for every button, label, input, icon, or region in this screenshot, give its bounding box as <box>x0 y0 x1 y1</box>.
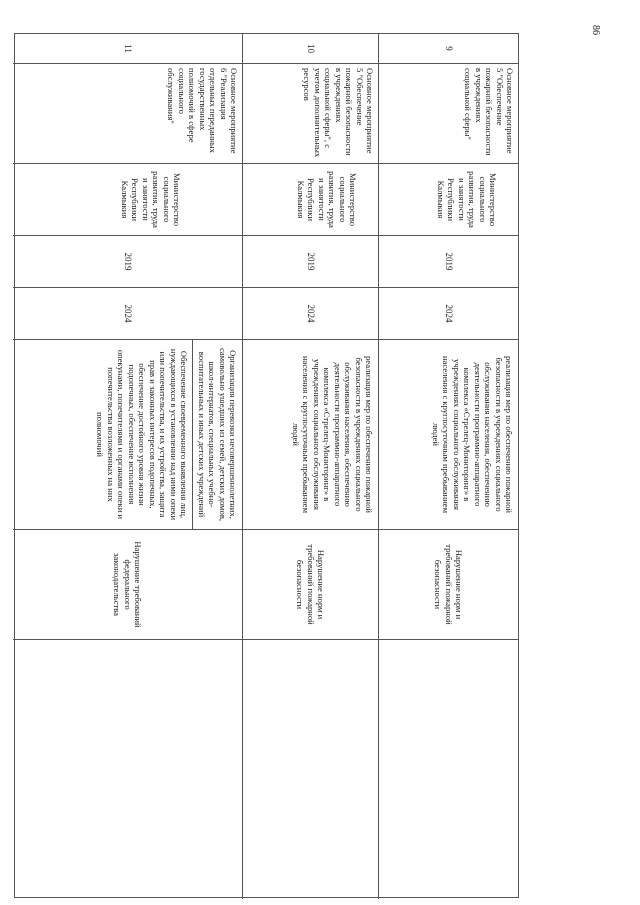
responsible-organization: Министерство социального развития, труда и занятости Республики Калмыкия <box>242 164 378 236</box>
event-name: Основное мероприятие 5 "Обеспечение пожарной безопасности в учреждениях социальной сферы", с учетом дополнительных ресурсов <box>242 64 378 164</box>
expected-result: реализация мер по обеспечению пожарной безопасности в учреждениях социального обслуживания населения, обеспечению деятельности программно-аппаратного комплекса «Стрелец-Мониторинг» в учреждениях социального обслуживания населения с круглосуточным пребыванием людей <box>378 340 518 530</box>
row-number: 10 <box>242 34 378 64</box>
responsible-organization: Министерство социального развития, труда и занятости Республики Калмыкия <box>378 164 518 236</box>
indicator-link <box>378 640 518 899</box>
expected-result-guardianship: Обеспечение своевременного выявления лиц, нуждающихся в установлении над ними опеки или попечительства, и их устройства, защита прав и законных интересов подопечных, обеспечение достойного уровня жизни подопечных, обеспечение исполнения опекунами, попечителями и органами опеки и попечительства возложенных на них полномочий <box>95 348 190 521</box>
rotated-table-area <box>14 33 519 898</box>
non-implementation-consequence: Нарушение требований федерального законодательства <box>13 530 242 640</box>
page-number: 86 <box>590 25 601 35</box>
non-implementation-consequence: Нарушение норм и требований пожарной безопасности <box>242 530 378 640</box>
responsible-organization: Министерство социального развития, труда и занятости Республики Калмыкия <box>13 164 242 236</box>
events-table <box>14 33 519 898</box>
end-year: 2024 <box>378 288 518 340</box>
event-name: Основное мероприятие 5 "Обеспечение пожарной безопасности в учреждениях социальной сферы" <box>378 64 518 164</box>
indicator-link <box>242 640 378 899</box>
expected-result: реализация мер по обеспечению пожарной безопасности в учреждениях социального обслуживания населения, обеспечению деятельности программно-аппаратного комплекса «Стрелец-Мониторинг» в учреждениях социального обслуживания населения с круглосуточным пребыванием людей <box>242 340 378 530</box>
end-year: 2024 <box>13 288 242 340</box>
expected-result-transport: Организация перевозки несовершеннолетних, самовольно ушедших из семей, детских домов, школ-интернатов, специальных учебно-воспитательных и иных детских учреждений <box>192 340 242 529</box>
row-number: 11 <box>13 34 242 64</box>
end-year: 2024 <box>242 288 378 340</box>
indicator-link <box>13 640 242 899</box>
start-year: 2019 <box>242 236 378 288</box>
row-number: 9 <box>378 34 518 64</box>
start-year: 2019 <box>13 236 242 288</box>
non-implementation-consequence: Нарушение норм и требований пожарной безопасности <box>378 530 518 640</box>
start-year: 2019 <box>378 236 518 288</box>
event-name: Основное мероприятие 6 "Реализация отдельных переданных государственных полномочий в сфере социального обслуживания" <box>13 64 242 164</box>
expected-result <box>13 340 242 530</box>
